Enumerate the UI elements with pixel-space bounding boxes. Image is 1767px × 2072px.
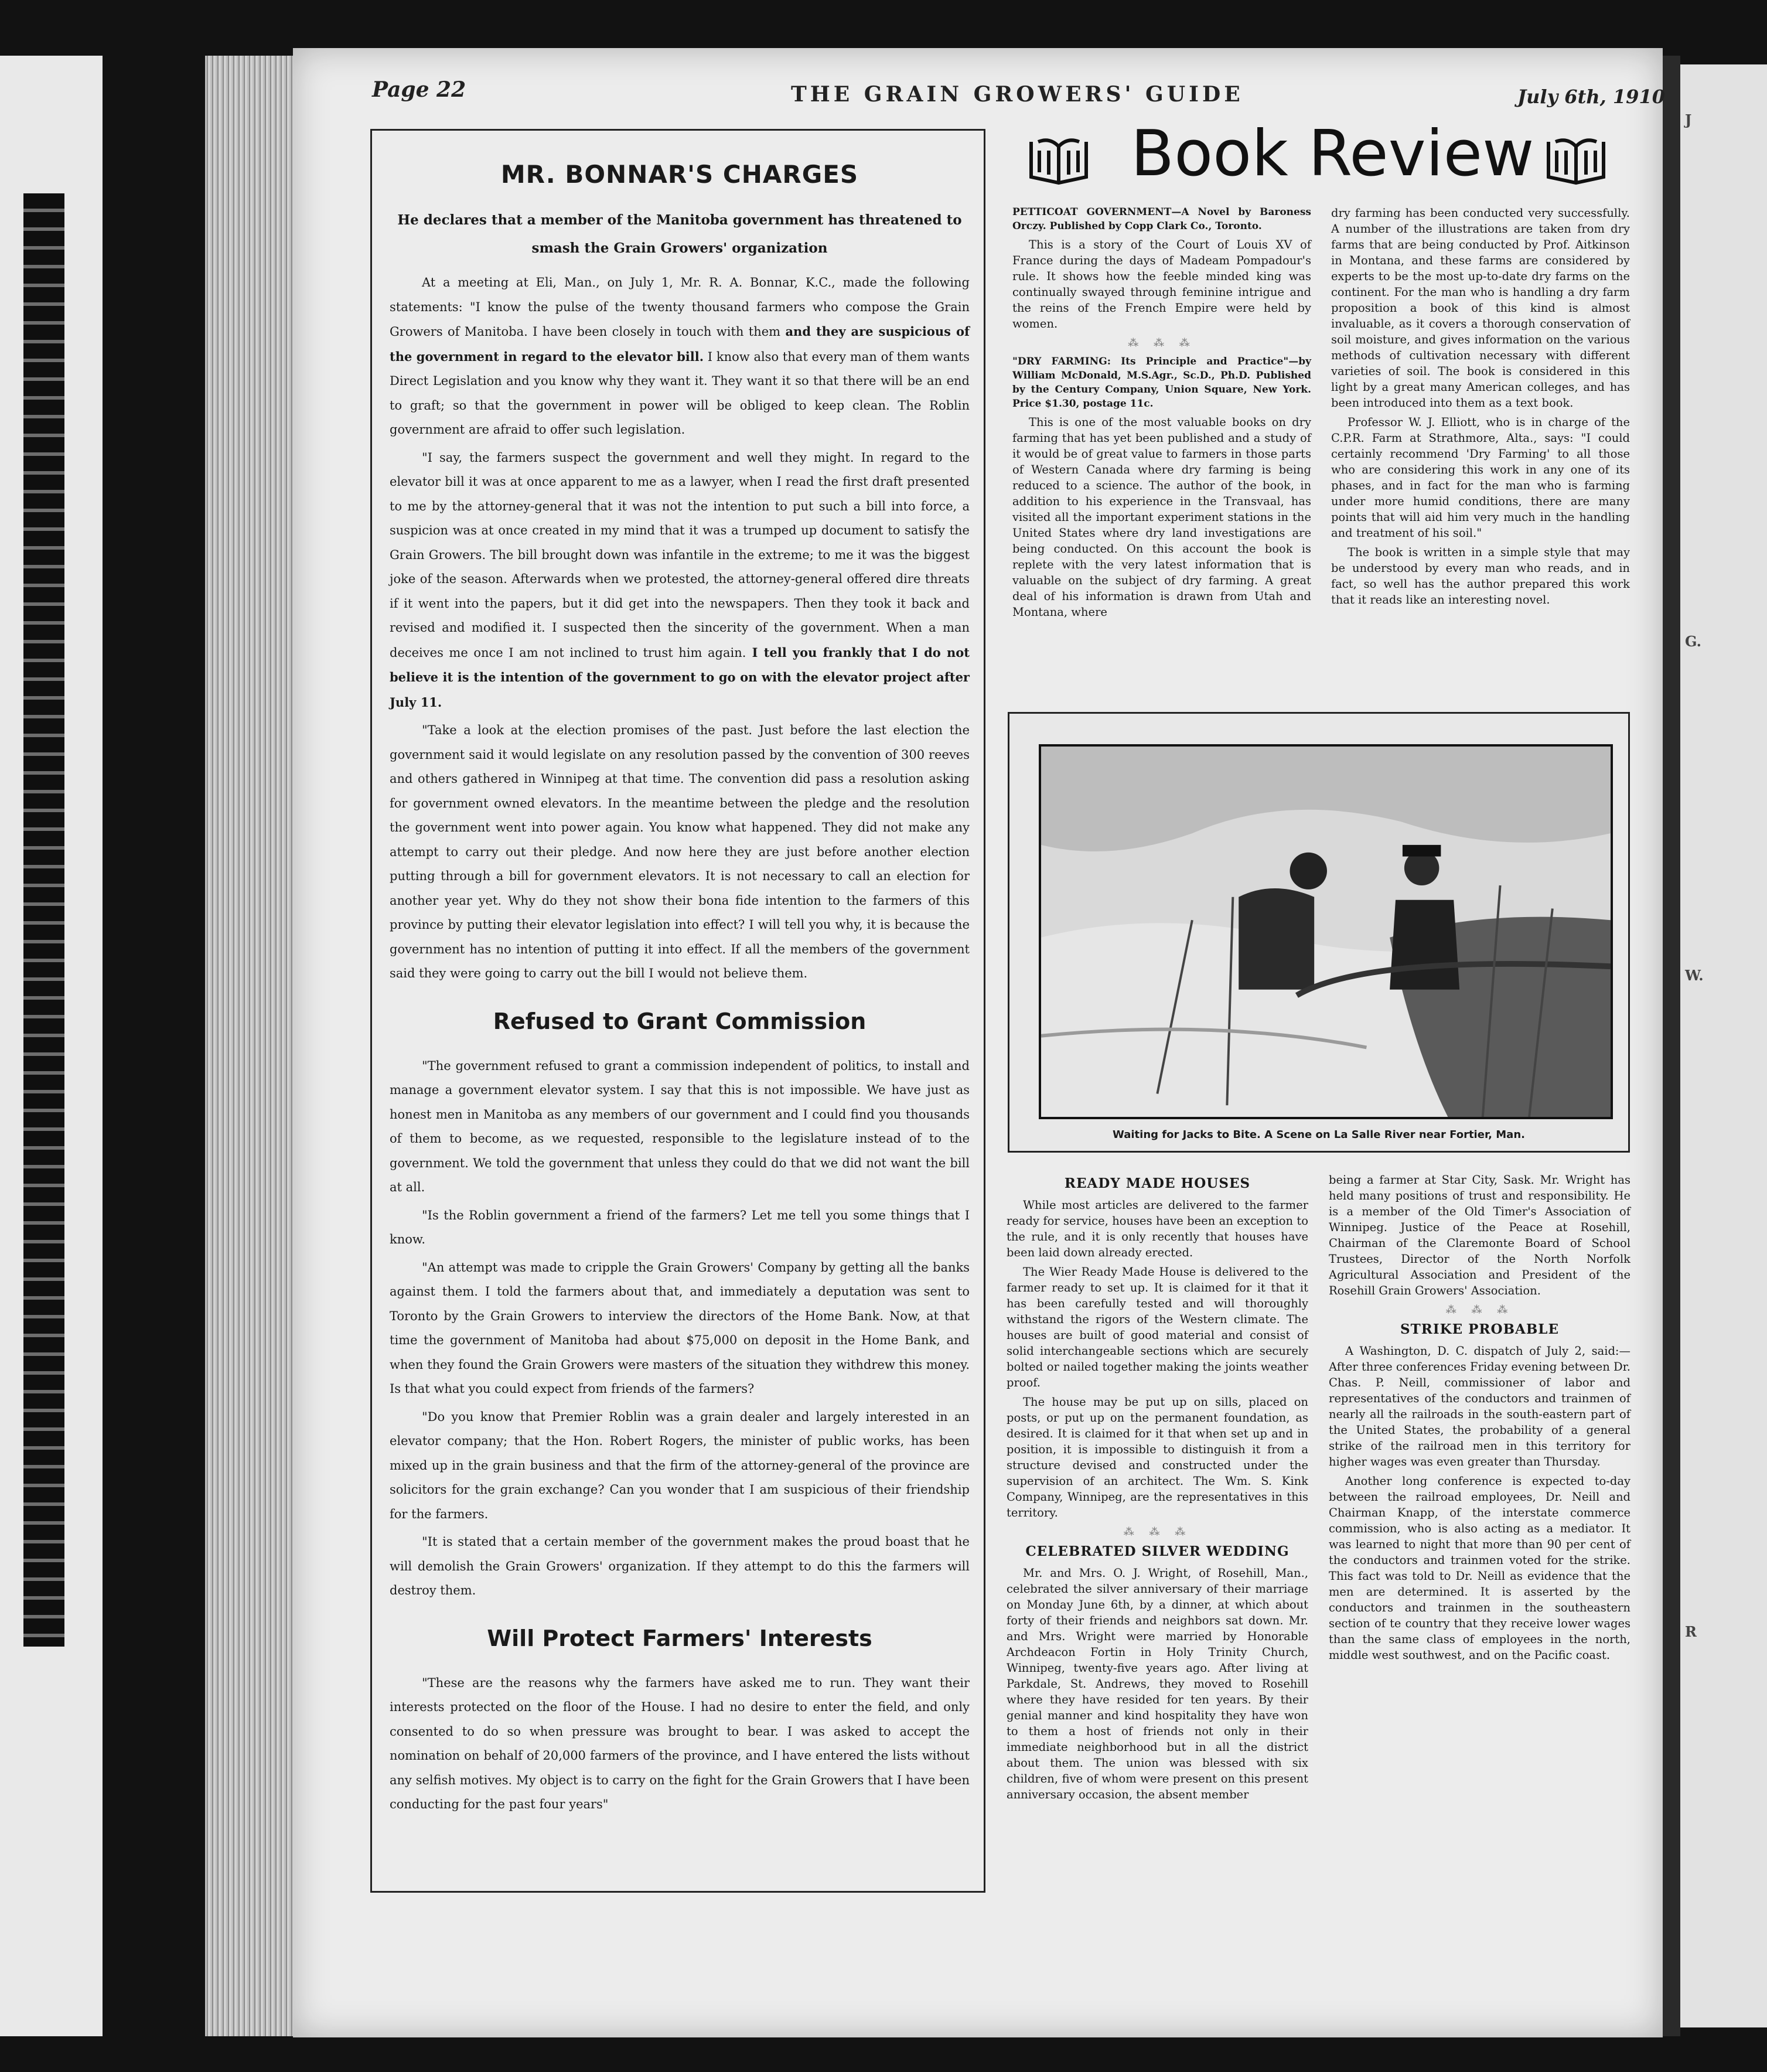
- photo-caption: Waiting for Jacks to Bite. A Scene on La Salle River near Fortier, Man.: [1113, 1129, 1525, 1141]
- review-paragraph: The book is written in a simple style that may be understood by every man who reads, and in fact, so well has the author prepared this work that it reads like an interesting novel.: [1331, 546, 1630, 606]
- next-page-fragment: W.: [1685, 967, 1704, 984]
- article-heading: READY MADE HOUSES: [1064, 1175, 1251, 1191]
- article-headline: MR. BONNAR'S CHARGES: [500, 160, 859, 189]
- separator: ⁂ ⁂ ⁂: [1123, 1526, 1192, 1538]
- next-page-edge: [1680, 64, 1767, 2027]
- article-paragraph: being a farmer at Star City, Sask. Mr. Wright has held many positions of trust and responsibility. He is a member of the Old Timer's Association of Winnipeg. Justice of the Peace at Rosehill, Chairman of the Claremonte Board of School Trustees, Director of the North Norfolk Agricultural Association and President of the Rosehill Grain Growers' Association.: [1329, 1173, 1630, 1297]
- bonnar-article: [370, 129, 985, 1893]
- review-paragraph: This is one of the most valuable books on dry farming that has yet been published and a study of it would be of great value to farmers in those parts of Western Canada where dry farming is being reduced to a science. The author of the book, in addition to his experience in the Transvaal, has visited all the important experiment stations in the United States where dry land investigations are being conducted. On this account the book is replete with the very latest information that is valuable on the subject of dry farming. A great deal of his information is drawn from Utah and Montana, where: [1012, 415, 1311, 619]
- book-citation: PETTICOAT GOVERNMENT—A Novel by Baroness Orczy. Published by Copp Clark Co., Toronto.: [1012, 206, 1311, 232]
- book-review-column: [1012, 205, 1311, 623]
- article-paragraph: Another long conference is expected to-day between the railroad employees, Dr. Neill and Chairman Knapp, of the interstate commerce commission, who is also acting as a mediator. It was learned to night that more than 90 per cent of the conductors and trainmen voted for the strike. This fact was told to Dr. Neill as evidence that the men are determined. It is asserted by the conductors and trainmen in the southeastern section of te country that they receive lower wages than the same class of employees in the north, middle west southwest, and on the Pacific coast.: [1329, 1474, 1630, 1662]
- lower-left-column: [1007, 1172, 1308, 1806]
- article-paragraph: The Wier Ready Made House is delivered to the farmer ready to set up. It is claimed for it that it has been carefully tested and will thoroughly withstand the rigors of the Western climate. The houses are built of good material and consist of solid interchangeable sections which are securely bolted or nailed together making the joints weather proof.: [1007, 1265, 1308, 1389]
- separator: ⁂ ⁂ ⁂: [1128, 337, 1196, 349]
- book-citation: "DRY FARMING: Its Principle and Practice"—by William McDonald, M.S.Agr., Sc.D., Ph.D. Published by the Century Company, Union Square, New York. Price $1.30, postage 11c.: [1012, 356, 1311, 410]
- separator: ⁂ ⁂ ⁂: [1445, 1304, 1514, 1316]
- publication-title: THE GRAIN GROWERS' GUIDE: [791, 82, 1244, 107]
- page-gutter: [1663, 56, 1680, 2036]
- book-review-title: Book Review: [1131, 117, 1534, 190]
- article-heading: CELEBRATED SILVER WEDDING: [1025, 1543, 1290, 1559]
- article-paragraph: The house may be put up on sills, placed on posts, or put up on the permanent foundation, as desired. It is claimed for it that when set up and in position, it is impossible to distinguish it from a structure devised and constructed under the supervision of an architect. The Wm. S. Kink Company, Winnipeg, are the representatives in this territory.: [1007, 1395, 1308, 1519]
- issue-date: July 6th, 1910: [1517, 86, 1665, 108]
- article-paragraph: "An attempt was made to cripple the Grain Growers' Company by getting all the banks against them. I told the farmers about that, and immediately a deputation was sent to Toronto by the Grain Growers to interview the directors of the Home Bank. Now, at that time the government of Manitoba had about $75,000 on deposit in the Home Bank, and when they found the Grain Growers were masters of the situation they withdrew this money. Is that what you could expect from friends of the farmers?: [390, 1260, 970, 1396]
- page-edge-strip: [23, 193, 64, 1647]
- book-ornament-icon: [1544, 136, 1608, 189]
- article-paragraph: "I say, the farmers suspect the government and well they might. In regard to the elevator bill it was at once apparent to me as a lawyer, when I read the first draft presented to me by the attorney-general that it was not the intention to put such a bill into force, a suspicion was at once created in my mind that it was a trumped up document to satisfy the Grain Growers. The bill brought down was infantile in the extreme; to me it was the biggest joke of the season. Afterwards when we protested, the attorney-general offered dire threats if it went into the papers, but it did get into the newspapers. Then they took it back and revised and modified it. I suspected then the sincerity of the government. When a man deceives me once I am not inclined to trust him again. I tell you frankly that I do not believe it is the intention of the government to go on with the elevator project after July 11.: [390, 450, 970, 710]
- article-paragraph: While most articles are delivered to the farmer ready for service, houses have been an exception to the rule, and it is only recently that houses have been laid down already erected.: [1007, 1198, 1308, 1259]
- article-paragraph: "Do you know that Premier Roblin was a grain dealer and largely interested in an elevator company; that the Hon. Robert Rogers, the minister of public works, has been mixed up in the grain business and that the firm of the attorney-general of the province are solicitors for the grain exchange? Can you wonder that I am suspicious of their friendship for the farmers.: [390, 1409, 970, 1521]
- book-ornament-icon: [1026, 136, 1091, 189]
- article-paragraph: At a meeting at Eli, Man., on July 1, Mr. R. A. Bonnar, K.C., made the following statements: "I know the pulse of the twenty thousand farmers who compose the Grain Growers of Manitoba. I have been closely in touch with them and they are suspicious of the government in regard to the elevator bill. I know also that every man of them wants Direct Legislation and you know why they want it. They want it so that there will be an end to graft; so that the government in power will be obliged to keep clean. The Roblin government are afraid to offer such legislation.: [390, 275, 970, 437]
- article-paragraph: A Washington, D. C. dispatch of July 2, said:—After three conferences Friday evening between Dr. Chas. P. Neill, commissioner of labor and representatives of the conductors and trainmen of nearly all the railroads in the south-eastern part of the United States, the probability of a general strike of the railroad men in this territory for higher wages was even greater than Thursday.: [1329, 1344, 1630, 1468]
- river-photo: [1039, 744, 1613, 1119]
- page-number: Page 22: [372, 77, 466, 102]
- article-paragraph: Mr. and Mrs. O. J. Wright, of Rosehill, Man., celebrated the silver anniversary of their marriage on Monday June 6th, by a dinner, at which about forty of their friends and neighbors sat down. Mr. and Mrs. Wright were married by Honorable Archdeacon Fortin in Holy Trinity Church, Winnipeg, twenty-five years ago. After living at Parkdale, St. Andrews, they moved to Rosehill where they have resided for ten years. By their genial manner and kind hospitality they have won to them a host of friends not only in their immediate neighborhood but in all the district about them. The union was blessed with six children, five of whom were present on this present anniversary occasion, the absent member: [1007, 1566, 1308, 1801]
- article-paragraph: "It is stated that a certain member of the government makes the proud boast that he will demolish the Grain Growers' organization. If they attempt to do this the farmers will destroy them.: [390, 1535, 970, 1597]
- review-paragraph: Professor W. J. Elliott, who is in charge of the C.P.R. Farm at Strathmore, Alta., says: "I could certainly recommend 'Dry Farming' to all those who are considering this work in any one of its phases, and in fact for the man who is farming under more humid conditions, there are many points that will aid him very much in the handling and treatment of his soil.": [1331, 415, 1630, 540]
- section-heading: Will Protect Farmers' Interests: [487, 1625, 872, 1651]
- book-review-column: [1331, 205, 1630, 611]
- next-page-fragment: R: [1685, 1623, 1697, 1640]
- book-binding: [205, 56, 299, 2036]
- lower-right-column: [1329, 1172, 1630, 1667]
- next-page-fragment: J: [1685, 111, 1692, 128]
- article-paragraph: "Is the Roblin government a friend of the farmers? Let me tell you some things that I know.: [390, 1208, 970, 1246]
- review-paragraph: This is a story of the Court of Louis XV of France during the days of Madeam Pompadour's rule. It shows how the feeble minded king was continually swayed through feminine intrigue and the reins of the French Empire were held by women.: [1012, 238, 1311, 330]
- article-paragraph: "The government refused to grant a commission independent of politics, to install and manage a government elevator system. I say that this is not impossible. We have just as honest men in Manitoba as any members of our government and I could find you thousands of them to become, as we requested, responsible to the legislature instead of to the government. We told the government that unless they could do that we did not want the bill at all.: [390, 1058, 970, 1194]
- section-heading: Refused to Grant Commission: [493, 1008, 867, 1034]
- article-subhead: He declares that a member of the Manitoba government has threatened to smash the Grain Growers' organization: [397, 212, 962, 256]
- article-paragraph: "These are the reasons why the farmers have asked me to run. They want their interests protected on the floor of the House. I had no desire to enter the field, and only consented to do so when pressure was brought to bear. I was asked to accept the nomination on behalf of 20,000 farmers of the province, and I have entered the lists without any selfish motives. My object is to carry on the fight for the Grain Growers that I have been conducting for the past four years": [390, 1675, 970, 1811]
- article-paragraph: "Take a look at the election promises of the past. Just before the last election the government said it would legislate on any resolution passed by the convention of 300 reeves and others gathered in Winnipeg at that time. The convention did pass a resolution asking for government owned elevators. In the meantime between the pledge and the resolution the government went into power again. You know what happened. They did not make any attempt to carry out their pledge. And now here they are just before another election putting through a bill for government elevators. It is not necessary to call an election for another year yet. Why do they not show their bona fide intention to the farmers of this province by putting their elevator legislation into effect? I will tell you why, it is because the government has no intention of putting it into effect. If all the members of the government said they were going to carry out the bill I would not believe them.: [390, 723, 970, 980]
- article-heading: STRIKE PROBABLE: [1400, 1321, 1559, 1337]
- next-page-fragment: G.: [1685, 633, 1701, 650]
- review-paragraph: dry farming has been conducted very successfully. A number of the illustrations are taken from dry farms that are being conducted by Prof. Aitkinson in Montana, and these farms are considered by experts to be the most up-to-date dry farms on the continent. For the man who is handling a dry farm proposition a book of this kind is almost invaluable, as it covers a thorough conservation of soil moisture, and gives information on the various methods of cultivation necessary with different varieties of soil. The book is considered in this light by a great many American colleges, and has been introduced into them as a text book.: [1331, 206, 1630, 410]
- photo-frame: [1008, 712, 1630, 1153]
